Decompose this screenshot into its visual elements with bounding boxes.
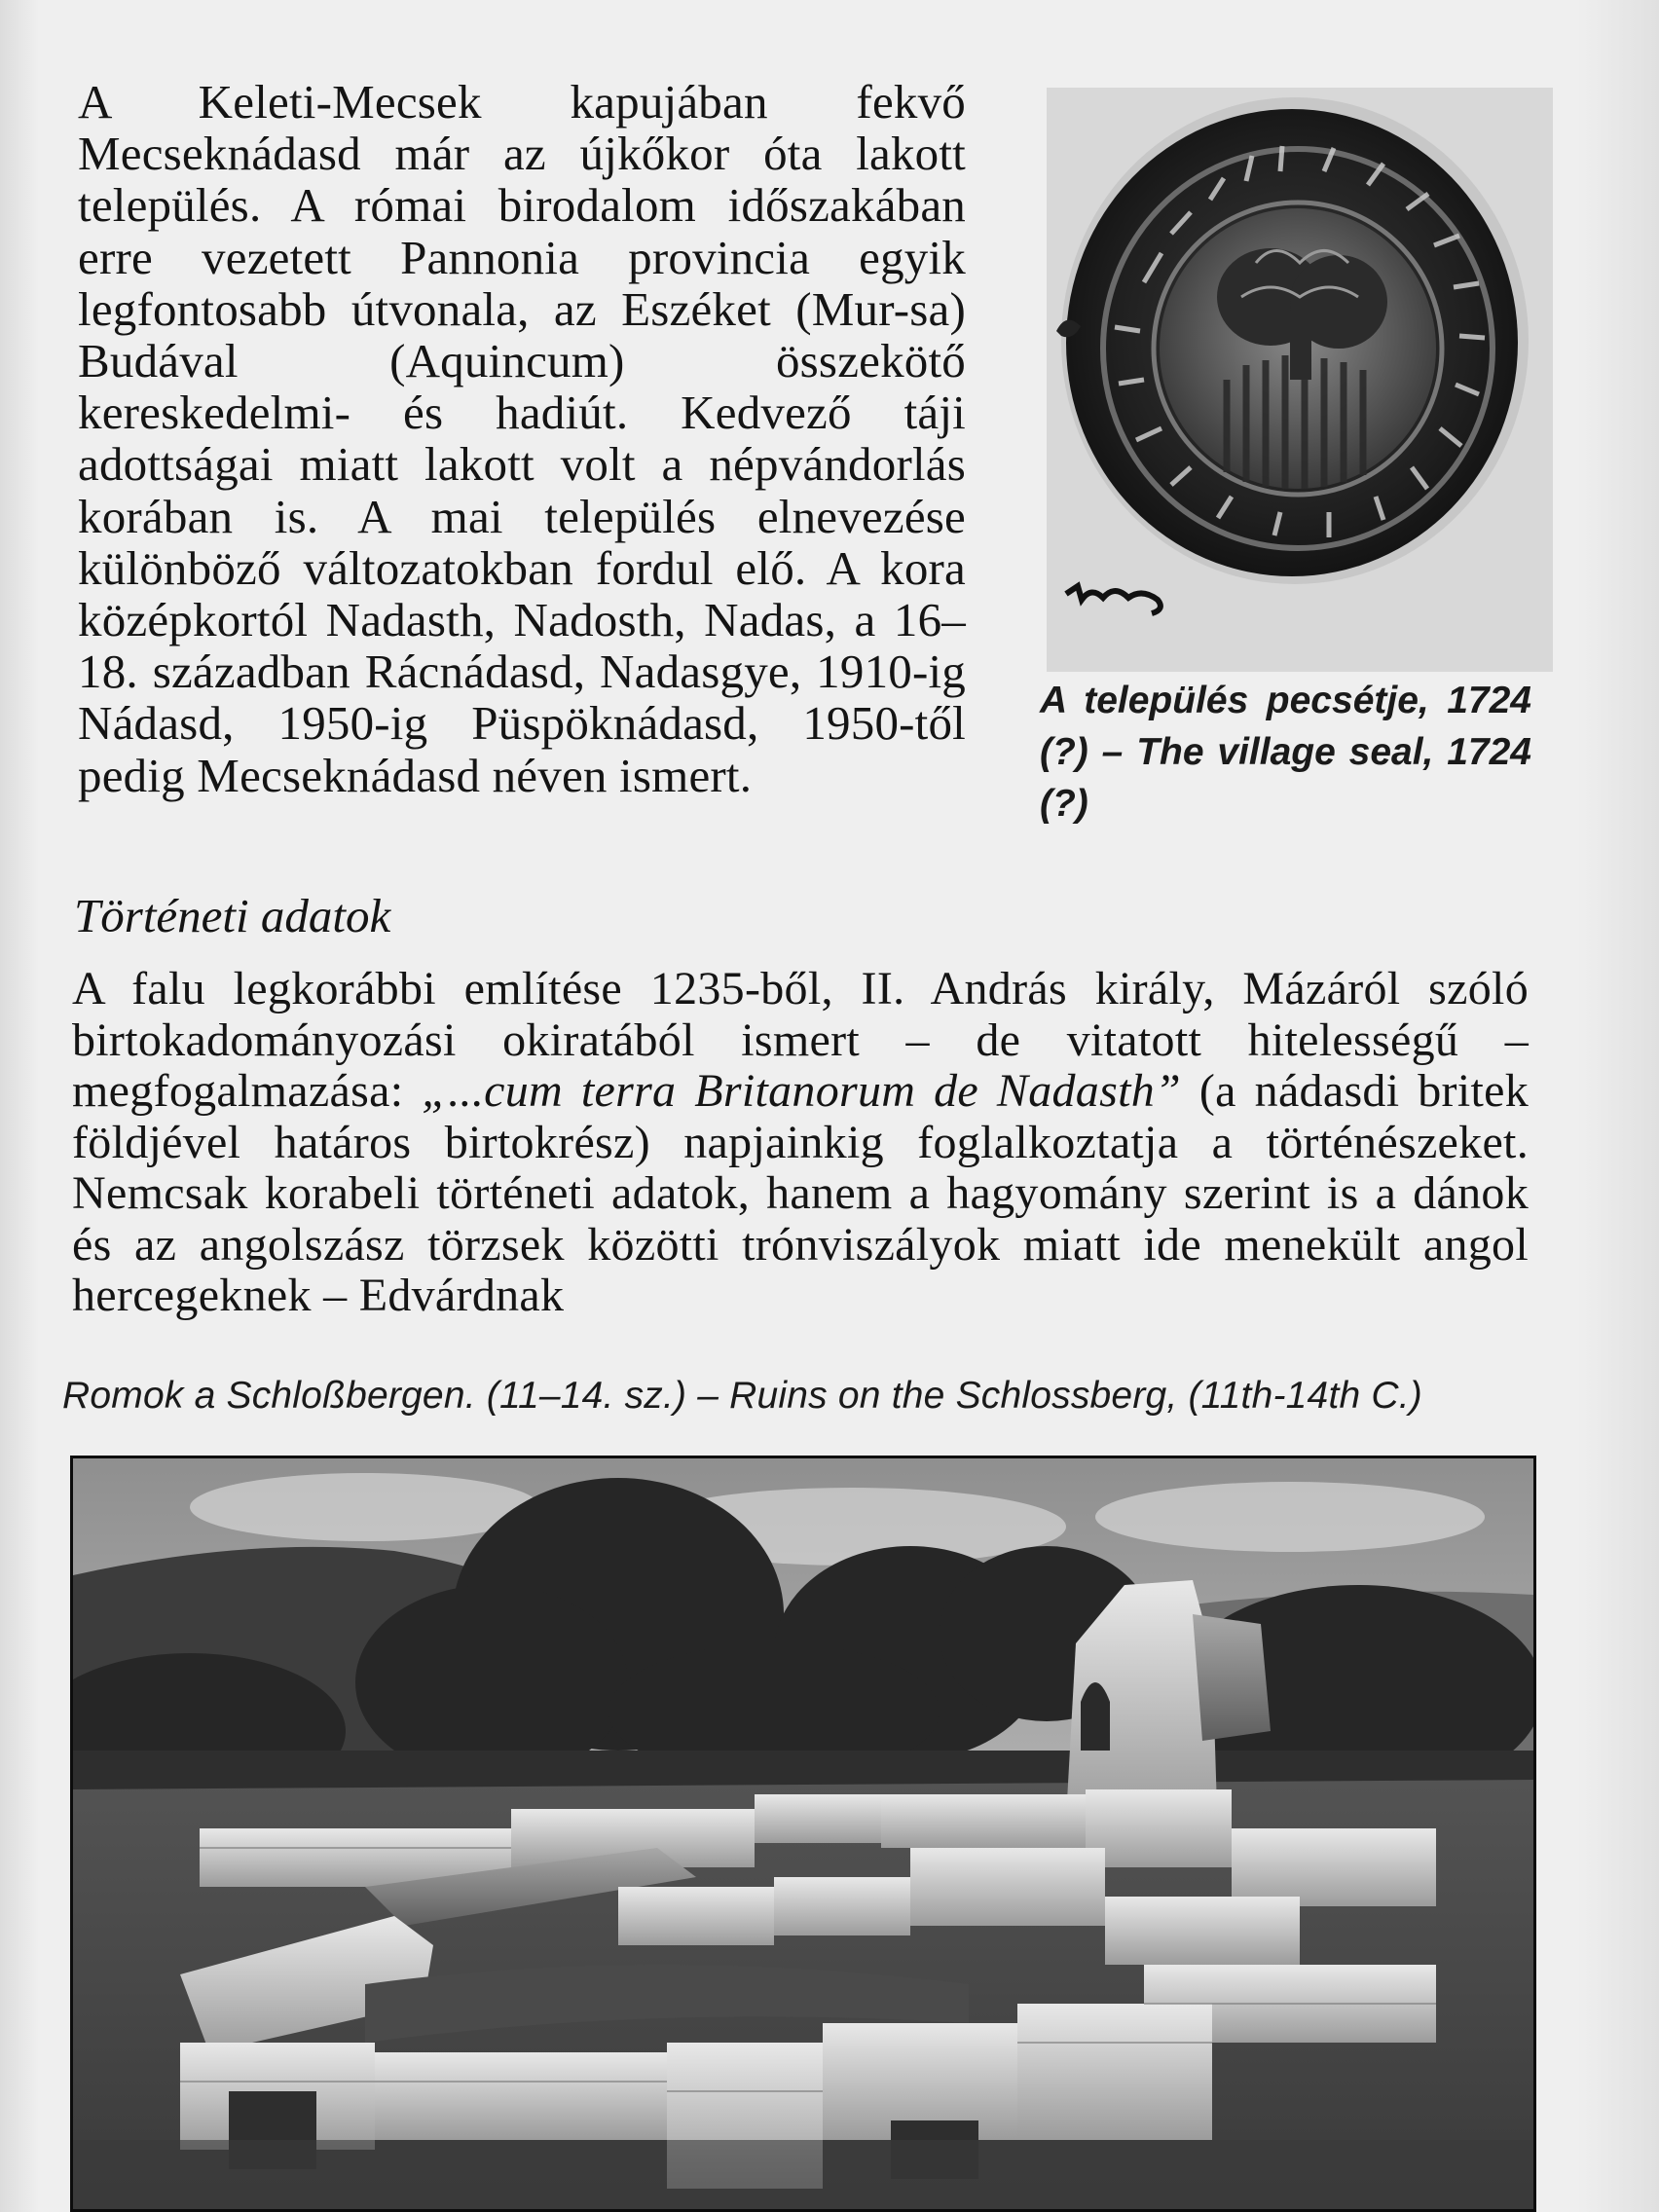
intro-paragraph: A Keleti-Mecsek kapujában fekvő Mecseknádasd már az újkőkor óta lakott település. A római birodalom időszakában erre vezetett Pannonia provincia egyik legfontosabb útvonala, az Eszéket (Mur-sa) Budával (Aquincum) összekötő kereskedelmi- és hadiút. Kedvező táji adottságai miatt lakott volt a népvándorlás korában is. A mai település elnevezése különböző változatokban fordul elő. A kora középkortól Nadasth, Nadosth, Nadas, a 16–18. században Rácnádasd, Nadasgye, 1910-ig Nádasd, 1950-ig Püspöknádasd, 1950-től pedig Mecseknádasd néven ismert. (78, 75, 966, 802)
seal-illustration (1047, 88, 1553, 672)
history-text-end: (a nádasdi britek földjével határos birtokrész) napjainkig foglalkoztatja a történészeket. Nemcsak korabeli történeti adatok, hanem a hagyomány szerint is a dánok és az angolszász törzsek közötti trónviszályok miatt ide menekült angol hercegeknek – Edvárdnak (72, 1065, 1530, 1321)
photo-caption: Romok a Schloßbergen. (11–14. sz.) – Ruins on the Schlossberg, (11th-14th C.) (62, 1375, 1422, 1417)
history-quote: „...cum terra Britanorum de Nadasth” (422, 1065, 1182, 1117)
seal-image (1047, 88, 1553, 672)
section-heading: Történeti adatok (74, 889, 391, 942)
ruins-illustration (73, 1458, 1533, 2209)
history-text-start: A falu legkorábbi említése 1235-ből, II. András király, Mázáról szóló birtokadományozási okiratából ismert – de vitatott hitelességű – megfogalmazása: (72, 963, 1529, 1117)
history-paragraph (72, 964, 1529, 1322)
ruins-photo (70, 1456, 1536, 2212)
seal-caption: A település pecsétje, 1724 (?) – The village seal, 1724 (?) (1040, 680, 1531, 825)
